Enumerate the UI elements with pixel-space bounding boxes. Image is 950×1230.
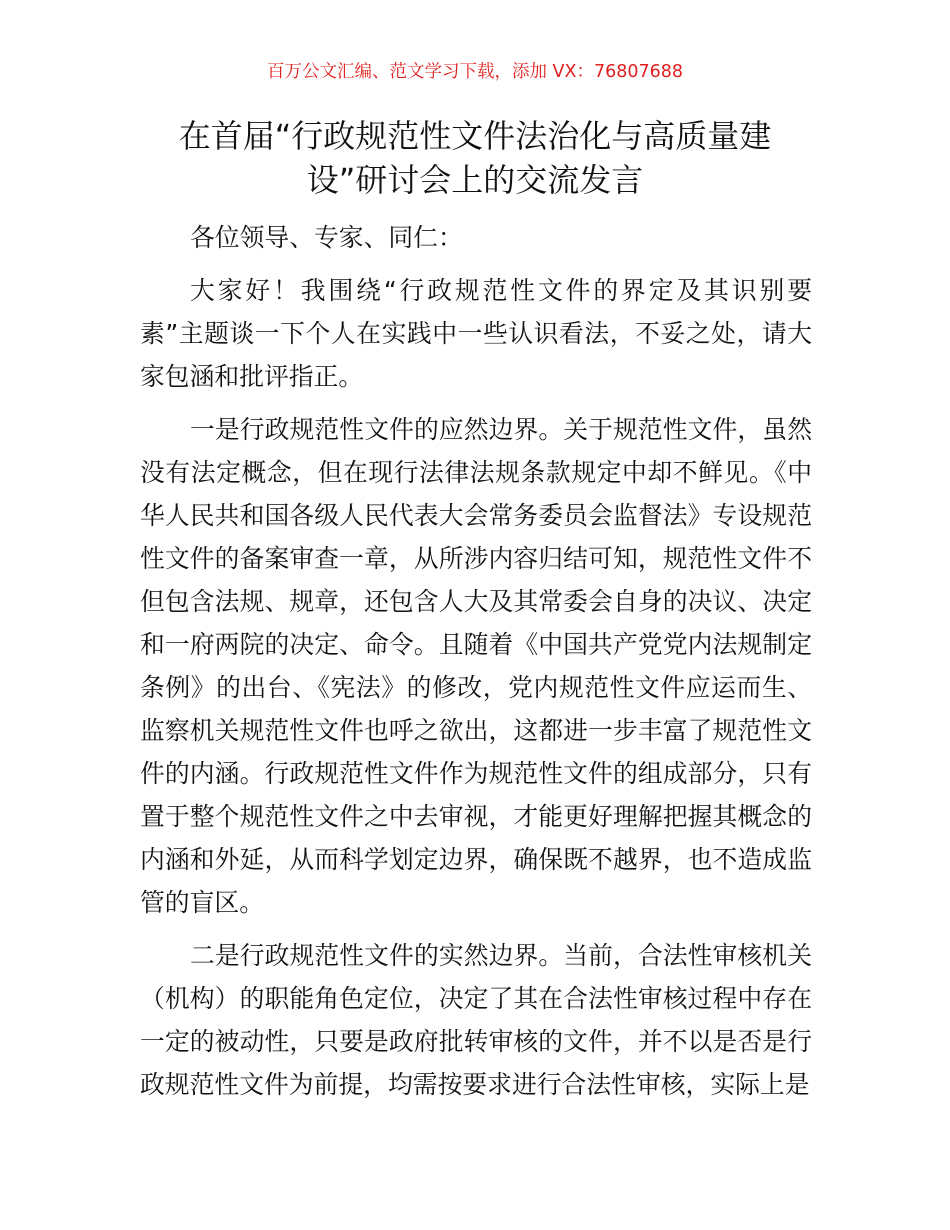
paragraph (140, 216, 812, 259)
text-line: （机构）的职能角色定位，决定了其在合法性审核过程中存在 (140, 984, 812, 1013)
paragraph (140, 934, 812, 1106)
text-line: 家包涵和批评指正。 (140, 362, 364, 391)
text-line: 性文件的备案审查一章，从所涉内容归结可知，规范性文件不 (140, 544, 812, 573)
text-line: 二是行政规范性文件的实然边界。当前，合法性审核机关 (190, 941, 812, 970)
text-line: 件的内涵。行政规范性文件作为规范性文件的组成部分，只有 (140, 759, 812, 788)
text-line: 一定的被动性，只要是政府批转审核的文件，并不以是否是行 (140, 1027, 812, 1056)
watermark-header: 百万公文汇编、范文学习下载，添加 VX：76807688 (266, 62, 684, 82)
text-line: 大家好！我围绕“行政规范性文件的界定及其识别要 (190, 276, 812, 305)
text-line: 政规范性文件为前提，均需按要求进行合法性审核，实际上是 (140, 1070, 810, 1099)
text-line: 监察机关规范性文件也呼之欲出，这都进一步丰富了规范性文 (140, 716, 812, 745)
text-line: 但包含法规、规章，还包含人大及其常委会自身的决议、决定 (140, 587, 812, 616)
text-line: 置于整个规范性文件之中去审视，才能更好理解把握其概念的 (140, 802, 812, 831)
text-line: 华人民共和国各级人民代表大会常务委员会监督法》专设规范 (140, 501, 812, 530)
document-title (0, 114, 950, 202)
text-line: 一是行政规范性文件的应然边界。关于规范性文件，虽然 (190, 415, 812, 444)
paragraph (140, 408, 812, 924)
document-body (140, 216, 812, 1116)
paragraph (140, 269, 812, 398)
title-line: 在首届“行政规范性文件法治化与高质量建 (178, 117, 772, 155)
text-line: 管的盲区。 (140, 888, 264, 917)
text-line: 和一府两院的决定、命令。且随着《中国共产党党内法规制定 (140, 630, 812, 659)
title-line: 设”研讨会上的交流发言 (306, 161, 644, 199)
text-line: 各位领导、专家、同仁： (190, 223, 463, 252)
text-line: 条例》的出台、《宪法》的修改，党内规范性文件应运而生、 (140, 673, 812, 702)
text-line: 没有法定概念，但在现行法律法规条款规定中却不鲜见。《中 (140, 458, 812, 487)
text-line: 内涵和外延，从而科学划定边界，确保既不越界，也不造成监 (140, 845, 812, 874)
text-line: 素”主题谈一下个人在实践中一些认识看法，不妥之处，请大 (140, 319, 812, 348)
